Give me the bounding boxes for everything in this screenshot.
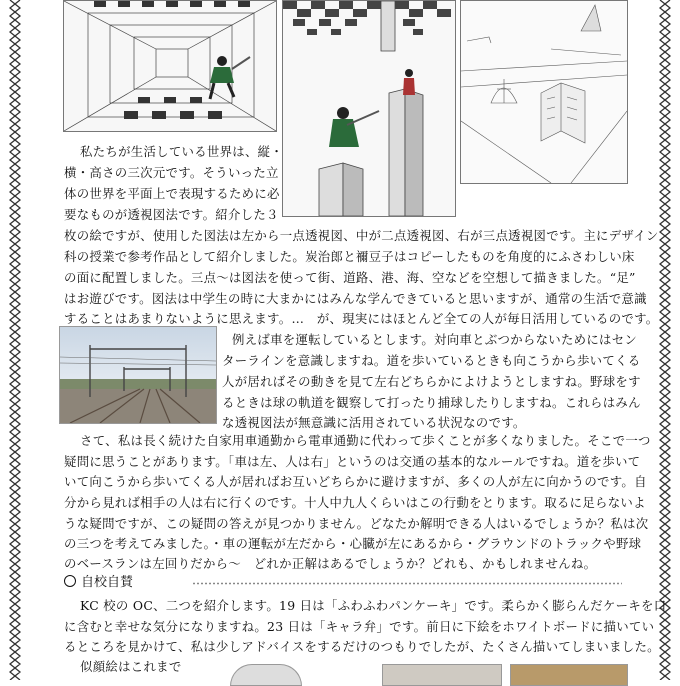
- text-line: のベースランは左回りだから～ どれか正解はあるでしょうか？どれも、かもしれませんね。: [64, 556, 597, 571]
- text-line: 分から見れば相手の人は右に行くのです。十人中九人くらいはこの行動をとります。取るに足らないよ: [64, 495, 646, 510]
- text-line: るところを見かけて、私は少しアドバイスをするだけのつもりでしたが、たくさん描いてしまいました。: [64, 639, 660, 654]
- text-line: 私たちが生活している世界は、縦・: [80, 144, 284, 159]
- left-decorative-border: [8, 0, 22, 680]
- section-heading-text: 自校自賛: [81, 575, 134, 590]
- whiteboard-photo: [382, 664, 502, 686]
- text-line: 枚の絵ですが、使用した図法は左から一点透視図、中が二点透視図、右が三点透視図です。主にデザイン: [64, 228, 659, 243]
- lunchbox-photo: [510, 664, 628, 686]
- text-line: に含むと幸せな気分になりますね。23 日は「キャラ弁」です。前日に下絵をホワイトボードに描いてい: [64, 619, 655, 634]
- text-line: 科の授業で参考作品として紹介しました。炭治郎と禰豆子はコピーしたものを角度的にふさわしい床: [64, 249, 635, 264]
- text-line: の面に配置しました。三点～は図法を使って街、道路、港、海、空などを空想して描きました。“足”: [64, 270, 636, 285]
- text-line: さて、私は長く続けた自家用車通勤から電車通勤に代わって歩くことが多くなりました。そこで一つ: [80, 433, 651, 448]
- text-line: 似顔絵はこれまで: [80, 659, 182, 674]
- text-line: することはあまりないように思えます。… が、現実にはほとんど全ての人が毎日活用しているのです。: [64, 311, 659, 326]
- text-line: な透視図法が無意識に活用されている状況なのです。: [222, 415, 526, 430]
- one-point-perspective-drawing: [63, 0, 277, 132]
- two-point-perspective-drawing: [282, 0, 456, 217]
- text-line: 人が居ればその動きを見て左右どちらかによけようとしますね。野球をす: [222, 374, 641, 389]
- portrait-sketch-photo: [230, 664, 302, 686]
- text-line: うな疑問ですが、この疑問の答えが見つかりません。どなたか解明できる人はいるでしょうか？私は次: [64, 516, 649, 531]
- text-line: 疑問に思うことがあります。「車は左、人は右」というのは交通の基本的なルールですね。道を歩いて: [64, 454, 641, 469]
- text-line: の三つを考えてみました。・車の運転が左だから・心臓が左にあるから・グラウンドのトラックや野球: [64, 536, 642, 551]
- text-line: はお遊びです。図法は中学生の時に大まかにはみんな学んできていると思いますが、通常の生活で意識: [64, 291, 647, 306]
- circle-bullet-icon: [64, 575, 76, 587]
- text-line: いて向こうから歩いてくる人が居ればお互いどちらかに避けますが、多くの人が左に向かうのです。自: [64, 474, 647, 489]
- section-heading: [64, 574, 133, 592]
- text-line: KC 校の OC、二つを紹介します。19 日は「ふわふわパンケーキ」です。柔らかく膨らんだケーキを口: [80, 598, 667, 613]
- three-point-perspective-drawing: [460, 0, 628, 184]
- text-line: ターラインを意識しますね。道を歩いているときも向こうから歩いてくる: [222, 353, 641, 368]
- right-decorative-border: [658, 0, 672, 680]
- dotted-divider: [192, 582, 622, 585]
- text-line: 要なものが透視図法です。紹介した３: [64, 207, 279, 222]
- text-line: 例えば車を運転しているとします。対向車とぶつからないためにはセン: [232, 332, 638, 347]
- text-line: 体の世界を平面上で表現するために必: [64, 186, 280, 201]
- text-line: 横・高さの三次元です。そういった立: [64, 165, 279, 180]
- railway-photo: [59, 326, 217, 424]
- text-line: るときは球の軌道を観察して打ったり捕球したりしますね。これらはみん: [222, 395, 641, 410]
